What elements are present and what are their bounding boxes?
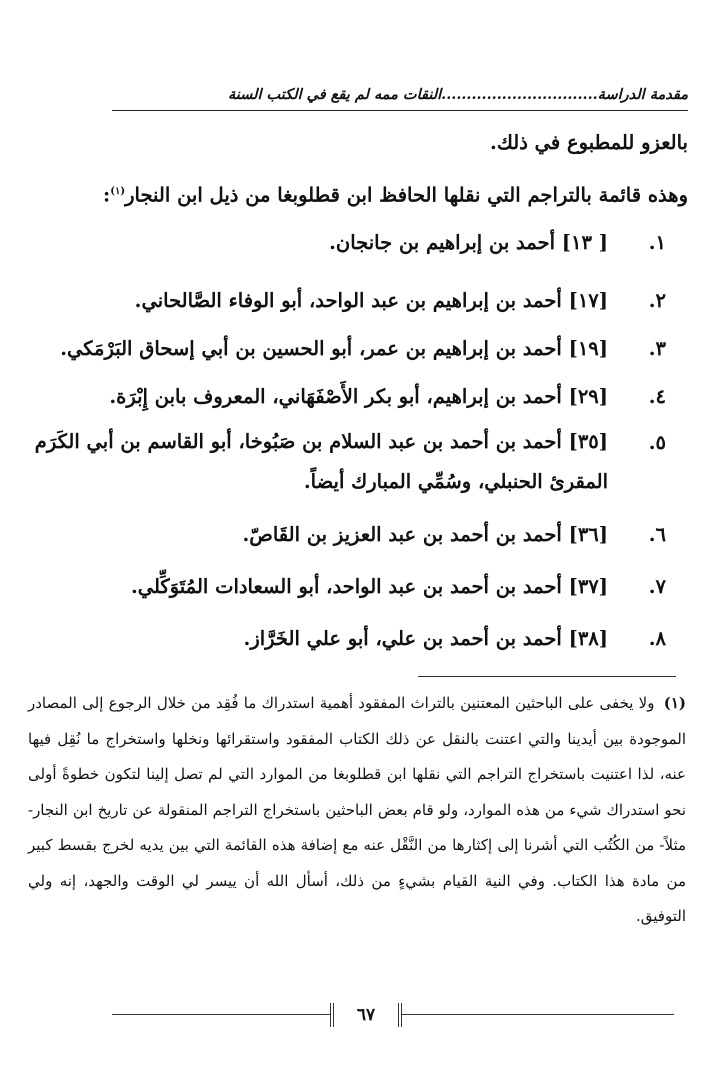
item-text: [٣٨] أحمد بن أحمد بن علي، أبو علي الخَرَّاز. [243,627,608,650]
item-text: [١٩] أحمد بن إبراهيم بن عمر، أبو الحسين بن أبي إسحاق البَرْمَكي. [60,337,608,360]
running-header [112,82,688,108]
item-number: ٣. [648,337,666,360]
header-title: مقدمة الدراسة [597,86,688,103]
list-item [22,280,666,322]
footnote-reference[interactable]: (١) [110,186,126,197]
item-text: [٣٦] أحمد بن أحمد بن عبد العزيز بن القَاصّ. [242,523,608,546]
item-text: [ ١٣] أحمد بن إبراهيم بن جانجان. [329,231,608,254]
list-item [22,328,666,370]
intro-line-2-text: وهذه قائمة بالتراجم التي نقلها الحافظ ابن قطلوبغا من ذيل ابن النجار [125,183,688,207]
header-subtitle: النقات ممه لم يقع في الكتب السنة [227,86,442,103]
footnote-marker: (١) [663,694,686,712]
item-number: ٥. [648,431,666,454]
item-text: [١٧] أحمد بن إبراهيم بن عبد الواحد، أبو الوفاء الصَّالحاني. [134,289,608,312]
item-number: ٢. [648,289,666,312]
footnote-separator [418,676,676,677]
page-number: ٦٧ [330,1003,402,1027]
item-text: [٣٥] أحمد بن أحمد بن عبد السلام بن صَبُوخا، أبو القاسم بن أبي الكَرَم المقرئ الحنبلي، وسُمِّي المبارك أيضاً. [34,430,608,493]
item-number: ٦. [648,523,666,546]
item-text: [٢٩] أحمد بن إبراهيم، أبو بكر الأَصْفَهَاني، المعروف بابن إِبْرَة. [109,385,608,408]
list-item [22,618,666,660]
intro-line-2 [22,175,688,213]
intro-line-1: بالعزو للمطبوع في ذلك. [490,131,688,154]
list-item [22,422,666,502]
footnote [28,686,686,935]
item-number: ١. [648,231,666,254]
list-item [22,376,666,418]
item-number: ٨. [648,627,666,650]
item-number: ٧. [648,575,666,598]
list-item [22,514,666,556]
header-rule [112,110,688,111]
intro-line-2-colon: : [103,183,111,207]
list-item [22,222,666,264]
item-number: ٤. [648,385,666,408]
item-text: [٣٧] أحمد بن أحمد بن عبد الواحد، أبو السعادات المُتَوَكِّلي. [130,575,608,598]
footnote-text: ولا يخفى على الباحثين المعتنين بالتراث المفقود أهمية استدراك ما فُقِد من خلال الرجوع إلى المصادر الموجودة بين أيدينا والتي اعتنت بالنقل عن ذلك الكتاب المفقود واستقرائها ونخلها واستخراج ما نُقِل فيها عنه، لذا اعتنيت باستخراج التراجم التي نقلها ابن قطلوبغا من الموارد التي لم تصل إلينا لتكون خطوةً أولى نحو استدراك شيء من هذه الموارد، ولو قام بعض الباحثين باستخراج التراجم المنقولة عن تاريخ ابن النجار-مثلاً- من الكُتُب التي أشرنا إلى إكثارها من النَّقْل عنه مع إضافة هذه القائمة التي بين يديه لخرج بقسط كبير من مادة هذا الكتاب. وفي النية القيام بشيءٍ من ذلك، أسأل الله أن ييسر لي الوقت والجهد، إنه ولي التوفيق. [28,694,686,925]
header-dots: ............................... [441,86,598,103]
list-item [22,566,666,608]
